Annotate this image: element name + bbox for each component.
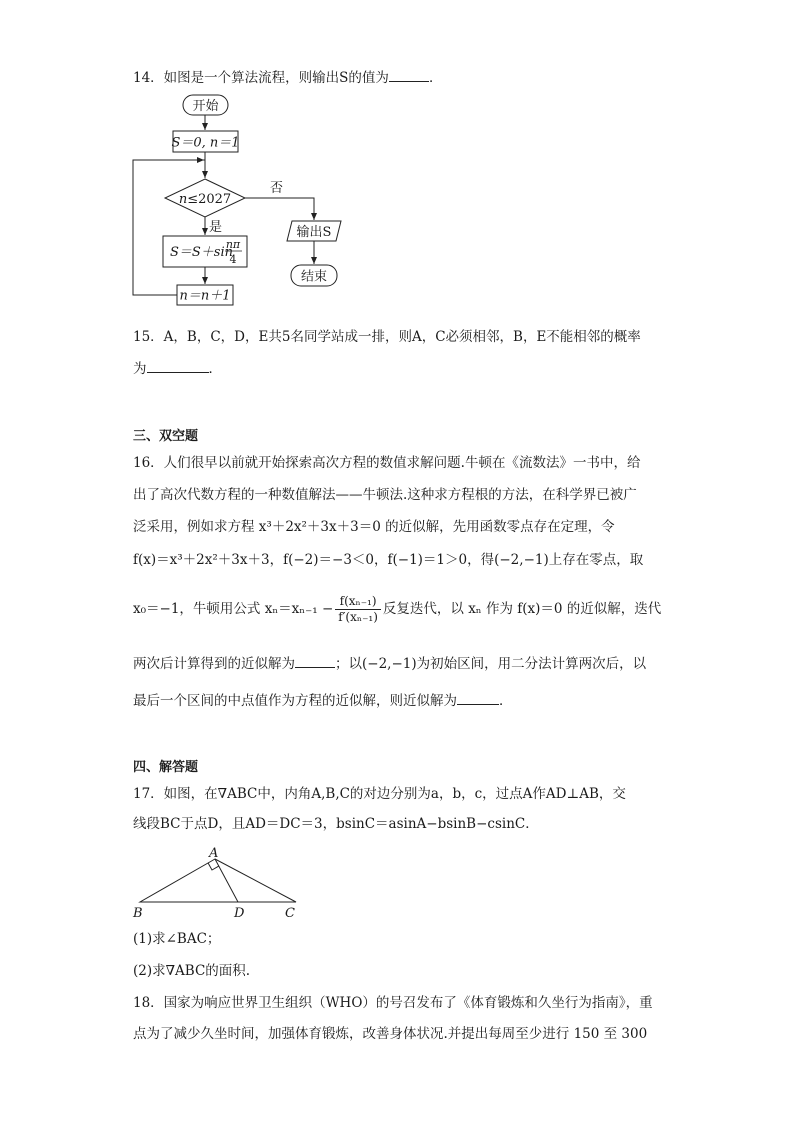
section-4-title: 四、解答题 xyxy=(133,760,199,775)
q17-part-2: (2)求∇ABC的面积. xyxy=(133,963,251,979)
point-c-label: C xyxy=(285,906,295,921)
q18-line-2: 点为了减少久坐时间，加强体育锻炼，改善身体状况.并提出每周至少进行 150 至 300 xyxy=(133,1026,648,1042)
q15-line-2: 为 ． xyxy=(133,358,222,379)
triangle-figure xyxy=(0,840,794,925)
flow-update-s-den: 4 xyxy=(229,253,237,266)
q15-line-1: 15．A，B，C，D，E共5名同学站成一排，则A，C必须相邻，B，E不能相邻的概率 xyxy=(133,329,641,345)
q16-line-1: 16．人们很早以前就开始探索高次方程的数值求解问题.牛顿在《流数法》一书中，给 xyxy=(133,455,641,471)
flow-yes-label: 是 xyxy=(209,220,223,235)
q18-line-1: 18．国家为响应世界卫生组织（WHO）的号召发布了《体育锻炼和久坐行为指南》，重 xyxy=(133,995,653,1011)
flow-end-label: 结束 xyxy=(300,269,328,285)
q16-line-7: 最后一个区间的中点值作为方程的近似解，则近似解为 ． xyxy=(133,690,513,711)
q14-answer-blank xyxy=(389,67,429,82)
q16-answer-blank-1 xyxy=(295,653,335,668)
q17-line-1: 17．如图，在∇ABC中，内角A,B,C的对边分别为a，b，c，过点A作AD⊥AB，交 xyxy=(133,786,626,802)
flow-start-label: 开始 xyxy=(192,99,219,114)
section-3-title: 三、双空题 xyxy=(133,429,199,444)
q16-line-2: 出了高次代数方程的一种数值解法——牛顿法.这种求方程根的方法，在科学界已被广 xyxy=(133,487,637,503)
flow-update-s-num: nπ xyxy=(225,238,241,251)
q17-line-2: 线段BC于点D，且AD＝DC＝3，bsinC＝asinA−bsinB−csinC． xyxy=(133,816,539,832)
flowchart xyxy=(0,88,794,408)
q14-text: 14．如图是一个算法流程，则输出S的值为 xyxy=(133,70,389,86)
q16-line-6: 两次后计算得到的近似解为 ；以(−2,−1)为初始区间，用二分法计算两次后，以 xyxy=(133,653,646,674)
q15-answer-blank xyxy=(147,358,209,373)
q16-answer-blank-2 xyxy=(457,690,499,705)
flow-output-label: 输出S xyxy=(296,225,332,240)
newton-fraction: $\frac{\text{f(xₙ₋₁)}}{\text{f′(xₙ₋₁)}}$ xyxy=(335,594,381,625)
point-a-label: A xyxy=(209,846,219,861)
q16-line-5: x₀＝−1，牛顿用公式 xₙ＝xₙ₋₁ − $\frac{\text{f(xₙ₋₁)}}{\text{f′(xₙ₋₁)}}$ 反复迭代，以 xₙ 作为 f(x)＝0 的近似解，迭代 xyxy=(133,594,662,624)
flow-init-label: S＝0, n＝1 xyxy=(171,135,240,151)
flow-no-branch-line xyxy=(245,198,314,219)
flow-no-label: 否 xyxy=(270,181,284,196)
q17-part-1: (1)求∠BAC； xyxy=(133,931,221,947)
flow-update-n-label: n＝n＋1 xyxy=(179,288,231,304)
q16-line-3: 泛采用，例如求方程 x³＋2x²＋3x＋3＝0 的近似解，先用函数零点存在定理，令 xyxy=(133,519,615,535)
q16-line-4: f(x)＝x³＋2x²＋3x＋3，f(−2)＝−3＜0，f(−1)＝1＞0，得(−2,−1)上存在零点，取 xyxy=(133,552,644,568)
flow-loop-back-line xyxy=(133,160,205,295)
point-b-label: B xyxy=(133,906,143,921)
flow-update-s-label: S＝S＋sin xyxy=(170,245,234,260)
q14-question: 14．如图是一个算法流程，则输出S的值为 ． xyxy=(133,67,442,88)
flow-decision-label: n≤2027 xyxy=(178,192,232,207)
point-d-label: D xyxy=(234,906,245,921)
